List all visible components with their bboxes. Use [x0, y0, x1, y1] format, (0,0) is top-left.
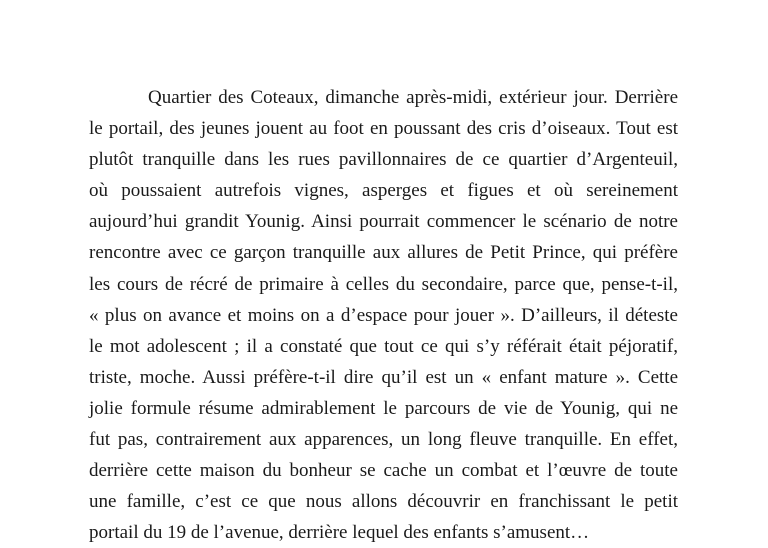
text-line: le mot adolescent ; il a constaté que tout ce qui s’y référait était péjoratif,	[89, 335, 678, 357]
text-line: plutôt tranquille dans les rues pavillonnaires de ce quartier d’Argenteuil,	[89, 149, 678, 171]
text-line: triste, moche. Aussi préfère-t-il dire qu’il est un « enfant mature ». Cette	[89, 366, 678, 388]
text-line: Quartier des Coteaux, dimanche après-midi, extérieur jour. Derrière	[148, 87, 678, 108]
text-line: rencontre avec ce garçon tranquille aux allures de Petit Prince, qui préfère	[89, 242, 678, 264]
text-line: une famille, c’est ce que nous allons découvrir en franchissant le petit	[89, 491, 678, 513]
document-page	[89, 82, 678, 548]
text-line-last: portail du 19 de l’avenue, derrière lequel des enfants s’amusent…	[89, 522, 590, 544]
text-line: le portail, des jeunes jouent au foot en poussant des cris d’oiseaux. Tout est	[89, 118, 678, 140]
text-line: derrière cette maison du bonheur se cache un combat et l’œuvre de toute	[89, 460, 678, 482]
text-line: fut pas, contrairement aux apparences, un long fleuve tranquille. En effet,	[89, 429, 678, 451]
text-line: jolie formule résume admirablement le parcours de vie de Younig, qui ne	[89, 397, 678, 419]
body-paragraph	[89, 82, 678, 548]
text-line: les cours de récré de primaire à celles du secondaire, parce que, pense-t-il,	[89, 273, 678, 295]
text-line: aujourd’hui grandit Younig. Ainsi pourrait commencer le scénario de notre	[89, 211, 678, 233]
text-line: où poussaient autrefois vignes, asperges et figues et où sereinement	[89, 180, 678, 202]
text-line: « plus on avance et moins on a d’espace pour jouer ». D’ailleurs, il déteste	[89, 304, 678, 326]
